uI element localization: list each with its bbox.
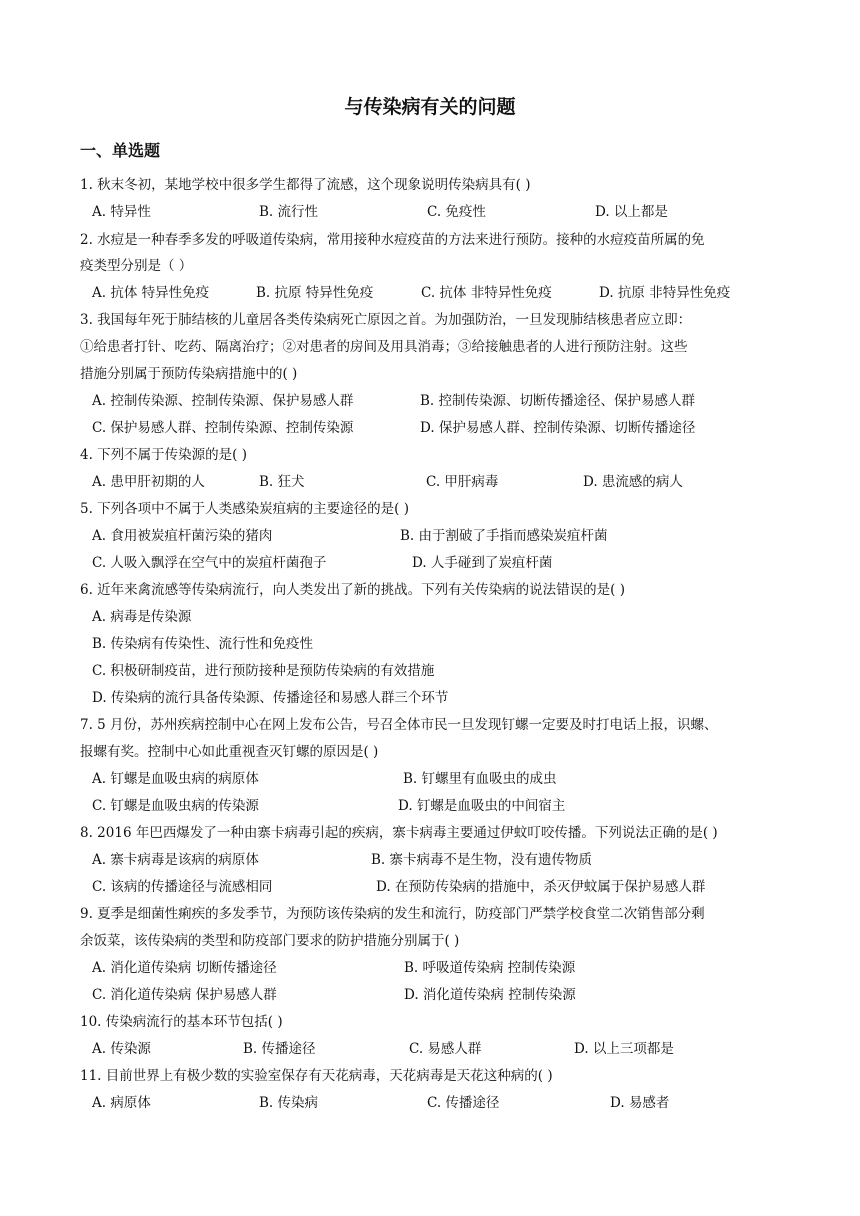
question-2-option-d: D. 抗原 非特异性免疫 <box>599 285 731 301</box>
question-8-option-a: A. 寨卡病毒是该病的病原体 <box>92 852 259 868</box>
question-4-option-b: B. 狂犬 <box>259 474 305 490</box>
question-9-option-c: C. 消化道传染病 保护易感人群 <box>92 987 277 1003</box>
question-6-option-b: B. 传染病有传染性、流行性和免疫性 <box>92 636 314 652</box>
question-2-option-a: A. 抗体 特异性免疫 <box>92 285 210 301</box>
question-11-option-a: A. 病原体 <box>92 1095 151 1111</box>
question-11-option-d: D. 易感者 <box>610 1095 670 1111</box>
question-9-stem-cont: 余饭菜，该传染病的类型和防疫部门要求的防护措施分别属于( ) <box>80 933 460 949</box>
question-5-option-a: A. 食用被炭疽杆菌污染的猪肉 <box>92 528 273 544</box>
question-10-option-d: D. 以上三项都是 <box>574 1041 674 1057</box>
question-6-option-c: C. 积极研制疫苗，进行预防接种是预防传染病的有效措施 <box>92 663 435 679</box>
question-5-stem: 5. 下列各项中不属于人类感染炭疽病的主要途径的是( ) <box>80 501 409 517</box>
question-7-option-a: A. 钉螺是血吸虫病的病原体 <box>92 771 259 787</box>
question-4-option-a: A. 患甲肝初期的人 <box>92 474 205 490</box>
question-9-stem: 9. 夏季是细菌性痢疾的多发季节，为预防该传染病的发生和流行，防疫部门严禁学校食堂二次销售部分剩 <box>80 906 705 922</box>
question-10-option-c: C. 易感人群 <box>409 1041 482 1057</box>
question-10-option-b: B. 传播途径 <box>243 1041 316 1057</box>
question-1-option-c: C. 免疫性 <box>427 204 486 220</box>
question-3-option-b: B. 控制传染源、切断传播途径、保护易感人群 <box>420 393 696 409</box>
question-4-option-c: C. 甲肝病毒 <box>426 474 499 490</box>
question-8-stem: 8. 2016 年巴西爆发了一种由寨卡病毒引起的疾病，寨卡病毒主要通过伊蚊叮咬传播。下列说法正确的是( ) <box>80 825 718 841</box>
question-8-option-c: C. 该病的传播途径与流感相同 <box>92 879 273 895</box>
question-2-option-b: B. 抗原 特异性免疫 <box>256 285 374 301</box>
question-4-stem: 4. 下列不属于传染源的是( ) <box>80 447 247 463</box>
question-11-option-b: B. 传染病 <box>259 1095 319 1111</box>
question-1-option-d: D. 以上都是 <box>595 204 668 220</box>
question-2-stem-cont: 疫类型分别是（ ） <box>80 258 193 274</box>
question-8-option-b: B. 寨卡病毒不是生物，没有遗传物质 <box>371 852 593 868</box>
question-3-stem: 3. 我国每年死于肺结核的儿童居各类传染病死亡原因之首。为加强防治，一旦发现肺结核患者应立即： <box>80 312 692 328</box>
question-3-stem-cont-2: 措施分别属于预防传染病措施中的( ) <box>80 366 298 382</box>
question-4-option-d: D. 患流感的病人 <box>583 474 683 490</box>
question-6-option-a: A. 病毒是传染源 <box>92 609 192 625</box>
question-1-option-a: A. 特异性 <box>92 204 151 220</box>
question-7-option-b: B. 钉螺里有血吸虫的成虫 <box>403 771 557 787</box>
question-3-option-a: A. 控制传染源、控制传染源、保护易感人群 <box>92 393 354 409</box>
question-10-option-a: A. 传染源 <box>92 1041 151 1057</box>
question-5-option-d: D. 人手碰到了炭疽杆菌 <box>412 555 553 571</box>
question-7-stem-cont: 报螺有奖。控制中心如此重视查灭钉螺的原因是( ) <box>80 744 379 760</box>
question-2-stem: 2. 水痘是一种春季多发的呼吸道传染病，常用接种水痘疫苗的方法来进行预防。接种的水痘疫苗所属的免 <box>80 232 705 248</box>
question-11-stem: 11. 目前世界上有极少数的实验室保存有天花病毒，天花病毒是天花这种病的( ) <box>80 1068 553 1084</box>
question-5-option-c: C. 人吸入飘浮在空气中的炭疽杆菌孢子 <box>92 555 327 571</box>
question-2-option-c: C. 抗体 非特异性免疫 <box>421 285 552 301</box>
section-heading: 一、单选题 <box>80 141 161 160</box>
question-7-option-d: D. 钉螺是血吸虫的中间宿主 <box>398 798 566 814</box>
question-9-option-a: A. 消化道传染病 切断传播途径 <box>92 960 277 976</box>
question-9-option-d: D. 消化道传染病 控制传染源 <box>404 987 576 1003</box>
question-10-stem: 10. 传染病流行的基本环节包括( ) <box>80 1014 283 1030</box>
question-7-stem: 7. 5 月份，苏州疾病控制中心在网上发布公告，号召全体市民一旦发现钉螺一定要及时打电话上报，识螺、 <box>80 717 718 733</box>
question-6-stem: 6. 近年来禽流感等传染病流行，向人类发出了新的挑战。下列有关传染病的说法错误的是( ) <box>80 582 625 598</box>
question-11-option-c: C. 传播途径 <box>427 1095 500 1111</box>
question-9-option-b: B. 呼吸道传染病 控制传染源 <box>404 960 576 976</box>
question-3-stem-cont-1: ①给患者打针、吃药、隔离治疗；②对患者的房间及用具消毒；③给接触患者的人进行预防注射。这些 <box>80 339 688 355</box>
question-1-stem: 1. 秋末冬初，某地学校中很多学生都得了流感，这个现象说明传染病具有( ) <box>80 177 531 193</box>
question-3-option-c: C. 保护易感人群、控制传染源、控制传染源 <box>92 420 354 436</box>
question-8-option-d: D. 在预防传染病的措施中，杀灭伊蚊属于保护易感人群 <box>376 879 706 895</box>
question-6-option-d: D. 传染病的流行具备传染源、传播途径和易感人群三个环节 <box>92 690 449 706</box>
question-5-option-b: B. 由于割破了手指而感染炭疽杆菌 <box>400 528 608 544</box>
question-1-option-b: B. 流行性 <box>259 204 319 220</box>
question-3-option-d: D. 保护易感人群、控制传染源、切断传播途径 <box>420 420 696 436</box>
page-title: 与传染病有关的问题 <box>344 96 516 118</box>
question-7-option-c: C. 钉螺是血吸虫病的传染源 <box>92 798 259 814</box>
